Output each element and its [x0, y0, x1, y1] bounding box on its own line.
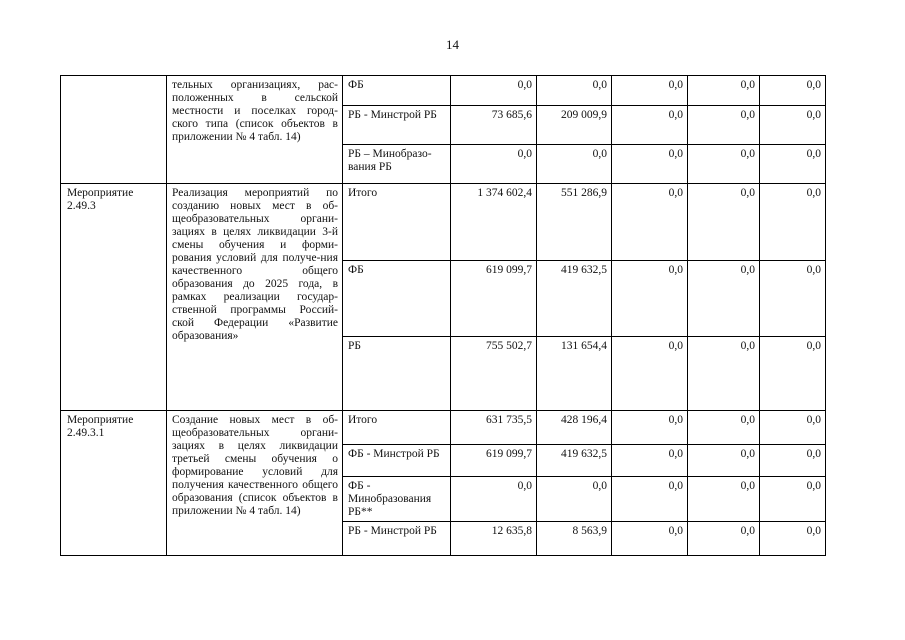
page-number: 14 [446, 37, 459, 52]
amount-cell: 0,0 [688, 106, 760, 145]
amount-cell: 0,0 [760, 445, 826, 477]
budget-table [60, 75, 826, 556]
measure-description: Реализация мероприятий по созданию новых мест в об-щеобразовательных органи-зациях в целях ликвидации 3-й смены обучения и форми-рования условий для получе-ния качественного общего образования до 2025 года, в рамках реализации государ-ственной программы Россий-ской Федерации «Развитие образования» [167, 184, 343, 411]
funding-source: РБ – Минобразо-вания РБ [343, 145, 451, 184]
amount-cell: 209 009,9 [537, 106, 612, 145]
amount-cell: 131 654,4 [537, 337, 612, 411]
funding-source: ФБ [343, 76, 451, 106]
amount-cell: 0,0 [760, 76, 826, 106]
funding-source: ФБ [343, 261, 451, 337]
amount-cell: 0,0 [451, 76, 537, 106]
amount-cell: 0,0 [688, 445, 760, 477]
amount-cell: 0,0 [760, 411, 826, 445]
amount-cell: 73 685,6 [451, 106, 537, 145]
amount-cell: 0,0 [537, 145, 612, 184]
table-row [61, 411, 826, 445]
funding-source: ФБ - Минобразования РБ** [343, 477, 451, 522]
amount-cell: 0,0 [451, 477, 537, 522]
amount-cell: 0,0 [760, 106, 826, 145]
funding-source: РБ - Минстрой РБ [343, 106, 451, 145]
amount-cell: 0,0 [760, 184, 826, 261]
amount-cell: 0,0 [612, 76, 688, 106]
amount-cell: 419 632,5 [537, 261, 612, 337]
amount-cell: 0,0 [688, 337, 760, 411]
funding-source: РБ - Минстрой РБ [343, 522, 451, 556]
measure-code: Мероприятие 2.49.3.1 [61, 411, 167, 556]
amount-cell: 0,0 [760, 145, 826, 184]
table-row [61, 184, 826, 261]
amount-cell: 419 632,5 [537, 445, 612, 477]
amount-cell: 0,0 [612, 477, 688, 522]
amount-cell: 0,0 [537, 76, 612, 106]
amount-cell: 0,0 [612, 145, 688, 184]
measure-code [61, 76, 167, 184]
funding-source: Итого [343, 184, 451, 261]
amount-cell: 0,0 [451, 145, 537, 184]
amount-cell: 428 196,4 [537, 411, 612, 445]
amount-cell: 0,0 [688, 184, 760, 261]
amount-cell: 0,0 [612, 522, 688, 556]
amount-cell: 619 099,7 [451, 445, 537, 477]
amount-cell: 0,0 [612, 445, 688, 477]
amount-cell: 0,0 [688, 477, 760, 522]
amount-cell: 0,0 [688, 261, 760, 337]
funding-source: Итого [343, 411, 451, 445]
amount-cell: 0,0 [688, 145, 760, 184]
measure-description: Создание новых мест в об-щеобразовательных органи-зациях в целях ликвидации третьей смены обучения о формирование условий для получения качественного общего образования (список объектов в приложении № 4 табл. 14) [167, 411, 343, 556]
measure-code: Мероприятие 2.49.3 [61, 184, 167, 411]
amount-cell: 8 563,9 [537, 522, 612, 556]
amount-cell: 0,0 [612, 106, 688, 145]
amount-cell: 0,0 [612, 184, 688, 261]
amount-cell: 1 374 602,4 [451, 184, 537, 261]
measure-description: тельных организациях, рас-положенных в сельской местности и поселках город-ского типа (список объектов в приложении № 4 табл. 14) [167, 76, 343, 184]
amount-cell: 0,0 [537, 477, 612, 522]
amount-cell: 0,0 [760, 337, 826, 411]
amount-cell: 631 735,5 [451, 411, 537, 445]
amount-cell: 0,0 [760, 477, 826, 522]
amount-cell: 551 286,9 [537, 184, 612, 261]
amount-cell: 0,0 [612, 261, 688, 337]
amount-cell: 0,0 [612, 411, 688, 445]
amount-cell: 0,0 [760, 261, 826, 337]
amount-cell: 755 502,7 [451, 337, 537, 411]
funding-source: ФБ - Минстрой РБ [343, 445, 451, 477]
amount-cell: 0,0 [612, 337, 688, 411]
amount-cell: 12 635,8 [451, 522, 537, 556]
funding-source: РБ [343, 337, 451, 411]
amount-cell: 0,0 [760, 522, 826, 556]
amount-cell: 0,0 [688, 522, 760, 556]
amount-cell: 0,0 [688, 411, 760, 445]
amount-cell: 619 099,7 [451, 261, 537, 337]
amount-cell: 0,0 [688, 76, 760, 106]
table-row [61, 76, 826, 106]
